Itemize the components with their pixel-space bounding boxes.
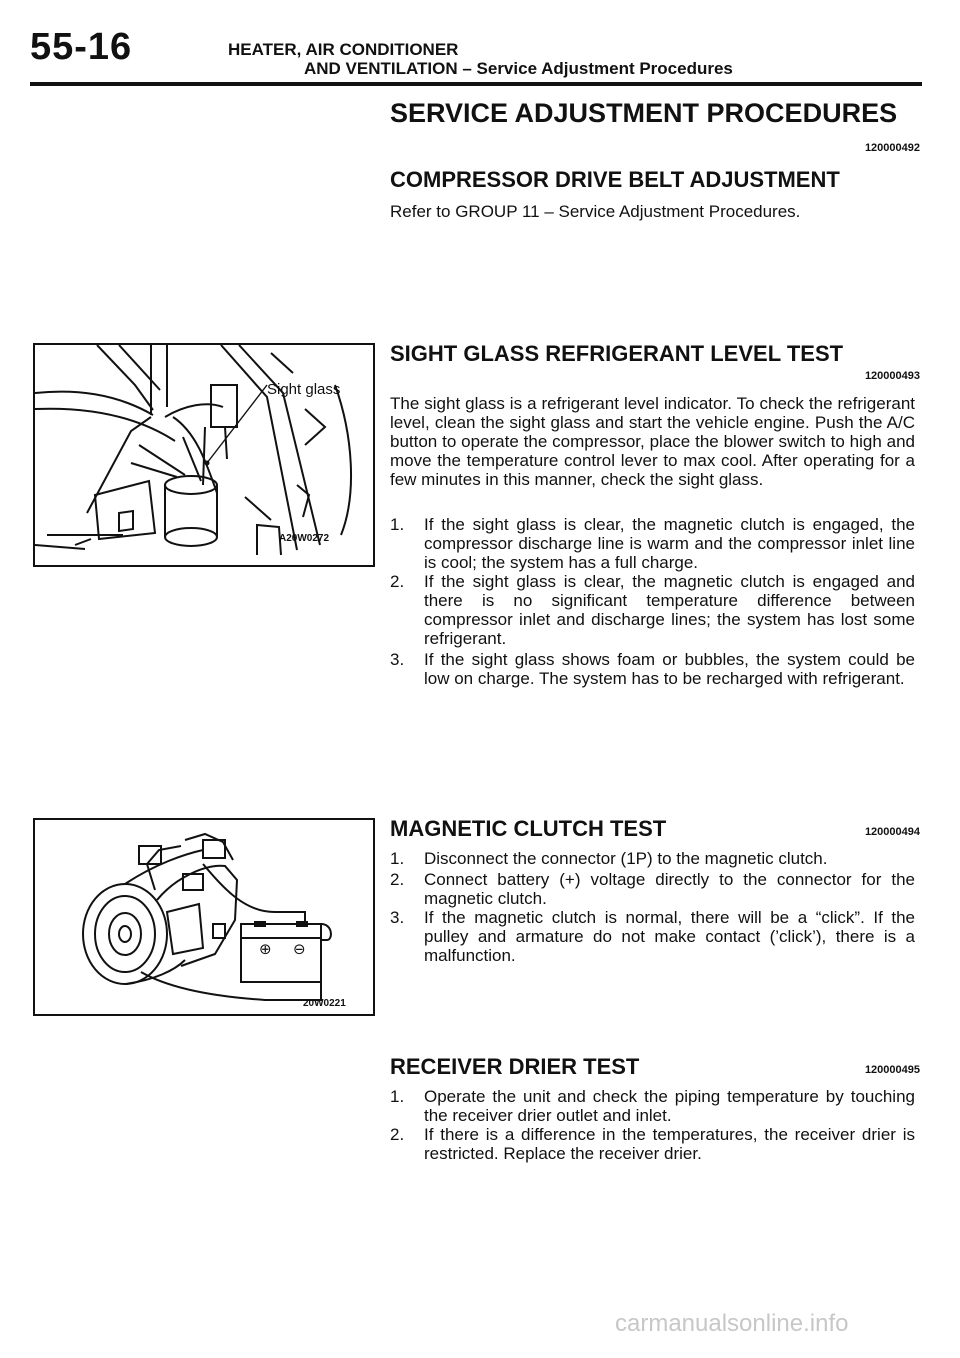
magnetic-clutch-illustration [35,820,373,1014]
battery-positive-icon: ⊕ [259,940,272,958]
step-number: 2. [390,572,405,591]
page-title: SERVICE ADJUSTMENT PROCEDURES [390,98,898,128]
section-code-sight-glass: 120000493 [864,370,920,382]
heading-receiver-drier-test: RECEIVER DRIER TEST [390,1054,640,1079]
step-text: Operate the unit and check the piping temperature by touching the receiver drier outlet and inlet. [424,1087,915,1125]
section-code-belt: 120000492 [864,142,920,154]
step-number: 2. [390,870,405,889]
figure-code-20w0221: 20W0221 [303,998,346,1009]
step-number: 1. [390,1087,405,1106]
sight-glass-label: Sight glass [267,381,341,398]
running-header-line1: HEATER, AIR CONDITIONER [228,40,459,59]
heading-magnetic-clutch-test: MAGNETIC CLUTCH TEST [390,816,667,841]
heading-belt-adjustment: COMPRESSOR DRIVE BELT ADJUSTMENT [390,167,840,192]
step-number: 3. [390,650,405,669]
step-number: 1. [390,515,405,534]
step-number: 1. [390,849,405,868]
site-watermark: carmanualsonline.info [615,1310,849,1337]
section-code-clutch: 120000494 [864,826,920,838]
step-number: 3. [390,908,405,927]
step-text: Disconnect the connector (1P) to the magnetic clutch. [424,849,828,868]
step-text: If the sight glass shows foam or bubbles, the system could be low on charge. The system has to be recharged with refrigerant. [424,650,915,688]
header-rule [30,82,922,86]
battery-negative-icon: ⊖ [293,940,306,958]
running-header-line2: AND VENTILATION – Service Adjustment Procedures [304,59,733,78]
page-number: 55-16 [30,26,133,68]
belt-reference-text: Refer to GROUP 11 – Service Adjustment Procedures. [390,202,801,221]
section-code-drier: 120000495 [864,1064,920,1076]
step-text: If there is a difference in the temperatures, the receiver drier is restricted. Replace the receiver drier. [424,1125,915,1163]
step-text: If the magnetic clutch is normal, there will be a “click”. If the pulley and armature do not make contact (’click’), there is a malfunction. [424,908,915,965]
step-number: 2. [390,1125,405,1144]
sight-glass-intro: The sight glass is a refrigerant level indicator. To check the refrigerant level, clean the sight glass and start the vehicle engine. Push the A/C button to operate the compressor, place the blower switch to high and move the temperature control lever to max cool. After operating for a few minutes in this manner, check the sight glass. [390,394,915,489]
figure-sight-glass [33,343,375,567]
sight-glass-illustration [35,345,373,565]
step-text: If the sight glass is clear, the magnetic clutch is engaged, the compressor discharge line is warm and the compressor inlet line is cool; the system has a full charge. [424,515,915,572]
figure-magnetic-clutch [33,818,375,1016]
step-text: If the sight glass is clear, the magnetic clutch is engaged and there is no significant temperature difference between compressor inlet and discharge lines; the system has lost some refrigerant. [424,572,915,648]
heading-sight-glass-test: SIGHT GLASS REFRIGERANT LEVEL TEST [390,341,844,366]
figure-code-a20w0272: A20W0272 [279,533,330,544]
step-text: Connect battery (+) voltage directly to the connector for the magnetic clutch. [424,870,915,908]
